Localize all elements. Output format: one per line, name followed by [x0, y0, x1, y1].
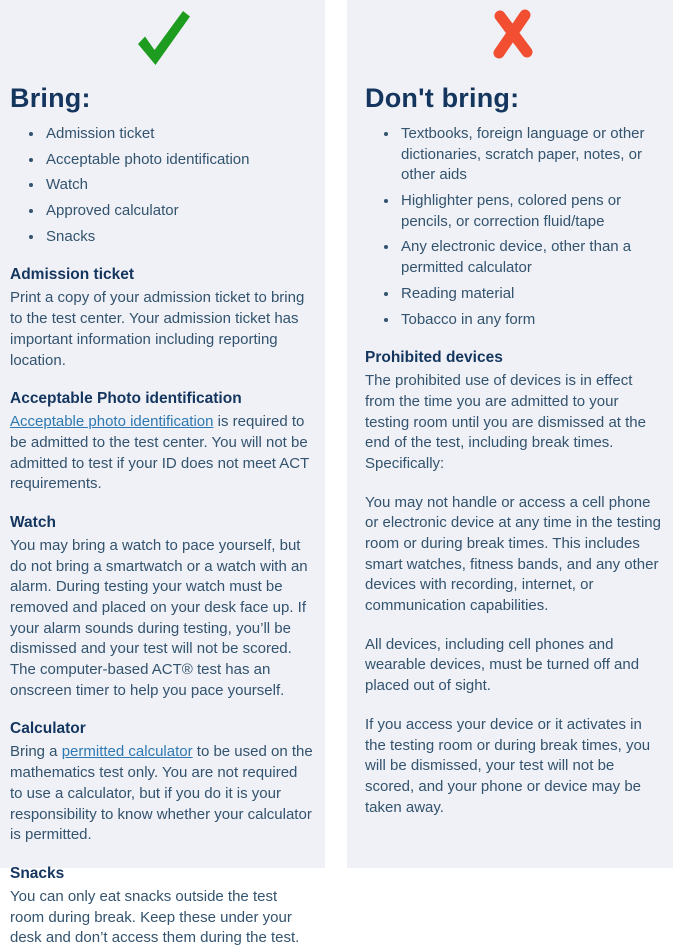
prohibited-devices-text: All devices, including cell phones and wearable devices, must be turned off and placed out of sight.	[365, 635, 640, 695]
calculator-text-before: Bring a	[10, 743, 62, 761]
dont-bring-icon-row	[365, 0, 661, 71]
admission-ticket-text: Print a copy of your admission ticket to bring to the test center. Your admission ticket has important information including reporting location.	[10, 289, 305, 369]
list-item: • Highlighter pens, colored pens or pencils, or correction fluid/tape	[399, 191, 661, 232]
calculator-text-after: to be used on the mathematics test only. You are not required to use a calculator, but if you do it is your responsibility to know whether your calculator is permitted.	[10, 743, 313, 844]
watch-heading: Watch	[10, 513, 56, 531]
x-icon	[489, 9, 537, 59]
list-item: • Textbooks, foreign language or other dictionaries, scratch paper, notes, or other aids	[399, 124, 661, 186]
acceptable-photo-id-link[interactable]: Acceptable photo identification	[10, 413, 214, 431]
calculator-heading: Calculator	[10, 720, 86, 738]
calculator-text	[10, 742, 313, 845]
list-item: • Approved calculator	[44, 201, 313, 222]
list-item: • Admission ticket	[44, 124, 313, 145]
list-item: • Snacks	[44, 227, 313, 248]
snacks-heading: Snacks	[10, 864, 65, 882]
bring-list	[10, 124, 313, 247]
prohibited-devices-text: If you access your device or it activates in the testing room or during break times, you will be dismissed, your test will not be scored, and your phone or device may be taken away.	[365, 715, 651, 816]
photo-id-text-after: is required to be admitted to the test center. You will not be admitted to test if your ID does not meet ACT requirements.	[10, 413, 310, 493]
prohibited-devices-text: You may not handle or access a cell phone or electronic device at any time in the testing room or during break times. This includes smart watches, fitness bands, and any other devices with recording, internet, or communication capabilities.	[365, 493, 661, 615]
admission-ticket-heading: Admission ticket	[10, 266, 135, 284]
list-item: • Any electronic device, other than a permitted calculator	[399, 237, 661, 278]
dont-bring-list	[365, 124, 661, 330]
photo-id-text	[10, 412, 313, 495]
list-item: • Acceptable photo identification	[44, 150, 313, 171]
check-icon	[131, 9, 193, 67]
permitted-calculator-link[interactable]: permitted calculator	[61, 743, 193, 761]
snacks-text: You can only eat snacks outside the test room during break. Keep these under your desk and don’t access them during the test.	[10, 887, 300, 947]
list-item: • Reading material	[399, 284, 661, 305]
bring-column	[0, 0, 325, 947]
column-divider	[325, 0, 347, 868]
watch-text: You may bring a watch to pace yourself, but do not bring a smartwatch or a watch with an alarm. During testing your watch must be removed and placed on your desk face up. If your alarm sounds during testing, you’ll be dismissed and your test will not be scored. The computer-based ACT® test has an onscreen timer to help you pace yourself.	[10, 536, 308, 699]
bring-title: Bring:	[10, 83, 91, 113]
photo-id-heading: Acceptable Photo identification	[10, 390, 242, 408]
list-item: • Watch	[44, 175, 313, 196]
bring-icon-row	[10, 0, 313, 71]
prohibited-devices-text: The prohibited use of devices is in effect from the time you are admitted to your testing room until you are dismissed at the end of the test, including break times. Specifically:	[365, 372, 646, 472]
prohibited-devices-heading: Prohibited devices	[365, 349, 503, 367]
dont-bring-title: Don't bring:	[365, 83, 520, 113]
dont-bring-column	[347, 0, 673, 868]
list-item: • Tobacco in any form	[399, 310, 661, 331]
